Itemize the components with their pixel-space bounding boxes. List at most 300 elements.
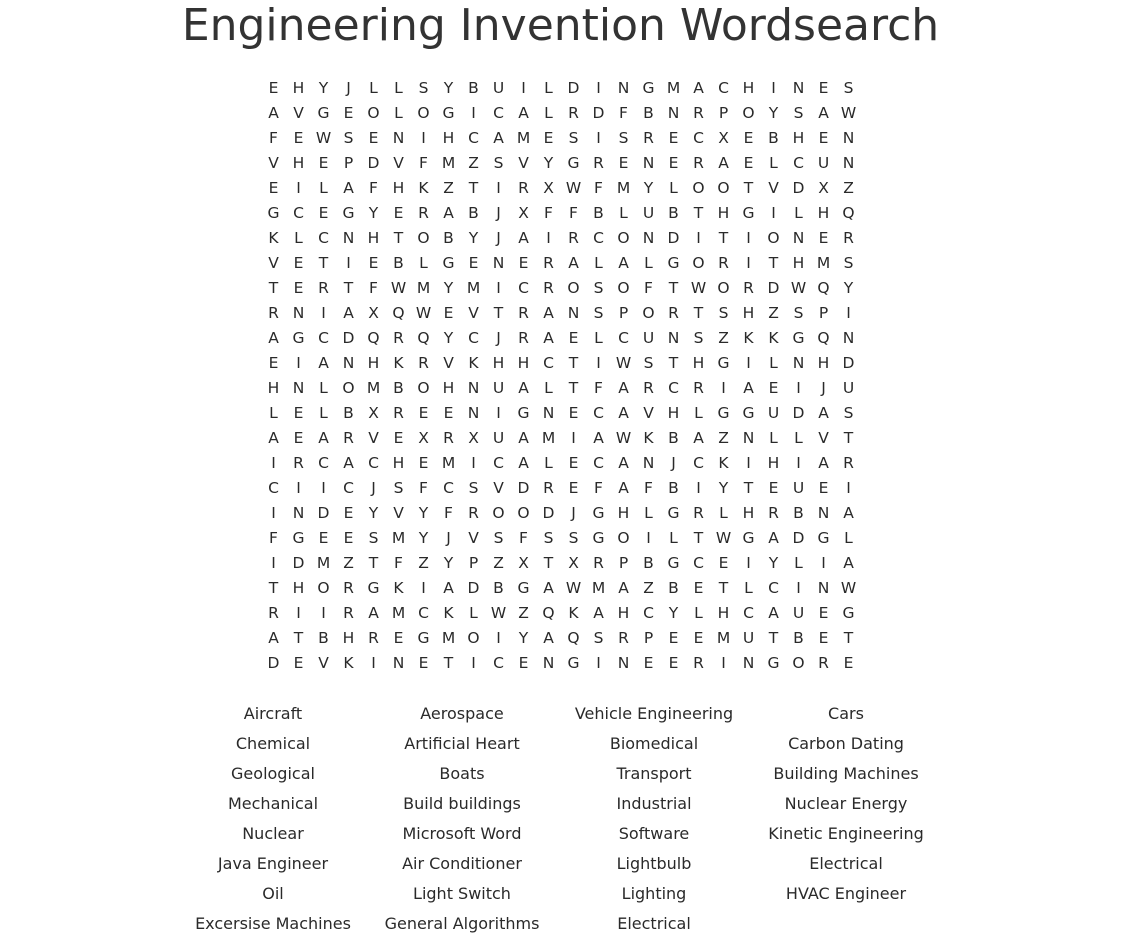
grid-letter: N (817, 578, 830, 597)
grid-letter: W (790, 278, 807, 297)
grid-letter: E (693, 578, 704, 597)
grid-letter: I (371, 653, 376, 672)
grid-letter: O (717, 178, 730, 197)
grid-letter: A (843, 503, 854, 522)
grid-letter: S (793, 103, 804, 122)
grid-letter: X (468, 428, 479, 447)
grid-letter: G (367, 578, 380, 597)
grid-letter: N (742, 428, 755, 447)
grid-letter: O (792, 653, 805, 672)
grid-letter: Q (367, 328, 380, 347)
grid-letter: I (271, 453, 276, 472)
grid-letter: L (394, 103, 403, 122)
grid-letter: D (467, 578, 480, 597)
word-list-item: Aircraft (243, 704, 303, 723)
grid-letter: F (594, 478, 603, 497)
grid-letter: Y (643, 178, 654, 197)
grid-letter: C (793, 153, 804, 172)
grid-letter: O (517, 503, 530, 522)
grid-letter: G (342, 203, 355, 222)
grid-letter: E (393, 628, 404, 647)
grid-letter: E (418, 453, 429, 472)
grid-letter: O (692, 178, 705, 197)
grid-row (261, 250, 861, 275)
grid-letter: H (442, 378, 455, 397)
grid-letter: C (318, 228, 329, 247)
grid-letter: A (818, 103, 829, 122)
grid-letter: H (367, 228, 380, 247)
grid-letter: J (671, 453, 676, 472)
grid-letter: F (594, 378, 603, 397)
grid-letter: I (546, 228, 551, 247)
grid-letter: T (718, 228, 729, 247)
grid-letter: R (518, 303, 529, 322)
word-list-item: Kinetic Engineering (768, 824, 924, 843)
grid-letter: B (468, 203, 479, 222)
grid-letter: A (268, 428, 279, 447)
grid-letter: N (492, 253, 505, 272)
grid-letter: B (793, 503, 804, 522)
grid-letter: Y (443, 78, 454, 97)
grid-letter: I (796, 378, 801, 397)
grid-letter: A (543, 628, 554, 647)
grid-letter: R (543, 253, 554, 272)
grid-letter: R (543, 478, 554, 497)
grid-letter: E (768, 378, 779, 397)
grid-letter: I (646, 528, 651, 547)
grid-letter: S (593, 628, 604, 647)
grid-letter: S (368, 528, 379, 547)
grid-letter: N (542, 403, 555, 422)
grid-letter: T (768, 253, 779, 272)
grid-letter: A (268, 103, 279, 122)
grid-letter: I (496, 403, 501, 422)
grid-letter: G (742, 403, 755, 422)
grid-letter: V (768, 178, 779, 197)
grid-letter: L (769, 428, 778, 447)
grid-letter: H (442, 128, 455, 147)
grid-letter: R (668, 303, 679, 322)
grid-letter: I (296, 478, 301, 497)
grid-letter: A (618, 378, 629, 397)
grid-letter: D (542, 503, 555, 522)
grid-letter: A (368, 603, 379, 622)
grid-letter: M (591, 578, 606, 597)
grid-letter: A (818, 453, 829, 472)
grid-letter: C (468, 328, 479, 347)
grid-letter: L (319, 403, 328, 422)
grid-letter: Q (817, 278, 830, 297)
grid-letter: U (792, 603, 805, 622)
grid-letter: I (321, 478, 326, 497)
grid-letter: Q (392, 303, 405, 322)
grid-letter: S (643, 353, 654, 372)
grid-letter: E (318, 153, 329, 172)
grid-letter: T (343, 278, 354, 297)
grid-letter: Z (643, 578, 654, 597)
word-list-item: Carbon Dating (788, 734, 904, 753)
grid-letter: W (715, 528, 732, 547)
grid-letter: F (394, 553, 403, 572)
grid-letter: E (818, 603, 829, 622)
grid-letter: B (668, 203, 679, 222)
grid-letter: X (368, 403, 379, 422)
grid-letter: G (442, 103, 455, 122)
grid-letter: L (269, 403, 278, 422)
grid-letter: U (642, 328, 655, 347)
grid-letter: I (846, 303, 851, 322)
grid-letter: Y (368, 203, 379, 222)
grid-letter: N (292, 378, 305, 397)
grid-letter: R (593, 153, 604, 172)
grid-letter: Y (843, 278, 854, 297)
grid-letter: H (742, 303, 755, 322)
grid-letter: X (543, 178, 554, 197)
grid-letter: R (268, 303, 279, 322)
grid-letter: K (393, 353, 404, 372)
grid-letter: M (516, 128, 531, 147)
grid-letter: I (296, 178, 301, 197)
grid-letter: F (644, 478, 653, 497)
grid-letter: P (343, 153, 354, 172)
grid-letter: I (471, 453, 476, 472)
grid-letter: A (593, 603, 604, 622)
word-list-item: Boats (439, 764, 485, 783)
grid-letter: L (769, 353, 778, 372)
grid-letter: Y (768, 103, 779, 122)
grid-letter: V (443, 353, 454, 372)
grid-letter: O (567, 278, 580, 297)
grid-letter: Y (543, 153, 554, 172)
page-title: Engineering Invention Wordsearch (181, 0, 940, 51)
grid-letter: O (692, 253, 705, 272)
grid-letter: T (293, 628, 304, 647)
word-list-item: Chemical (235, 734, 311, 753)
grid-letter: R (568, 103, 579, 122)
grid-letter: U (642, 203, 655, 222)
grid-letter: N (642, 228, 655, 247)
grid-letter: G (567, 653, 580, 672)
grid-row (261, 400, 861, 425)
grid-letter: B (668, 478, 679, 497)
grid-letter: J (446, 528, 451, 547)
grid-letter: W (615, 428, 632, 447)
grid-letter: E (293, 653, 304, 672)
grid-letter: A (343, 303, 354, 322)
word-column-1 (173, 700, 373, 940)
word-list-item: Java Engineer (217, 854, 329, 873)
grid-letter: A (518, 453, 529, 472)
grid-letter: E (343, 528, 354, 547)
grid-letter: H (292, 153, 305, 172)
grid-letter: H (617, 603, 630, 622)
word-list-item: Artificial Heart (404, 734, 520, 753)
grid-letter: E (318, 528, 329, 547)
grid-letter: L (794, 203, 803, 222)
word-list-item: Aerospace (420, 704, 504, 723)
grid-letter: S (793, 303, 804, 322)
grid-letter: R (468, 503, 479, 522)
grid-letter: L (794, 428, 803, 447)
grid-letter: I (271, 553, 276, 572)
grid-letter: I (496, 178, 501, 197)
grid-letter: N (667, 103, 680, 122)
grid-letter: T (443, 653, 454, 672)
grid-letter: O (317, 578, 330, 597)
grid-letter: D (517, 478, 530, 497)
grid-letter: E (518, 653, 529, 672)
grid-letter: T (493, 303, 504, 322)
grid-letter: I (596, 78, 601, 97)
grid-letter: O (767, 228, 780, 247)
grid-letter: D (792, 528, 805, 547)
grid-letter: N (617, 653, 630, 672)
grid-letter: R (693, 503, 704, 522)
word-list-item: Cars (828, 704, 864, 723)
grid-letter: T (268, 278, 279, 297)
grid-letter: R (643, 378, 654, 397)
word-list-item: Transport (616, 764, 692, 783)
grid-letter: V (818, 428, 829, 447)
grid-letter: R (393, 403, 404, 422)
grid-letter: A (443, 203, 454, 222)
grid-letter: V (268, 153, 279, 172)
grid-letter: R (843, 453, 854, 472)
grid-letter: M (391, 603, 406, 622)
grid-letter: E (568, 403, 579, 422)
grid-letter: I (346, 253, 351, 272)
grid-row (261, 100, 861, 125)
grid-letter: R (268, 603, 279, 622)
grid-letter: Y (368, 503, 379, 522)
grid-letter: E (293, 128, 304, 147)
grid-row (261, 325, 861, 350)
grid-letter: T (693, 528, 704, 547)
word-list-item: Lightbulb (616, 854, 692, 873)
grid-letter: E (743, 153, 754, 172)
grid-letter: E (818, 478, 829, 497)
grid-letter: S (593, 303, 604, 322)
grid-letter: U (492, 78, 505, 97)
grid-letter: D (842, 353, 855, 372)
grid-letter: T (693, 203, 704, 222)
grid-letter: G (317, 103, 330, 122)
grid-letter: P (618, 303, 629, 322)
grid-letter: K (568, 603, 579, 622)
grid-letter: R (293, 453, 304, 472)
grid-letter: R (693, 378, 704, 397)
grid-letter: W (615, 353, 632, 372)
grid-letter: C (468, 128, 479, 147)
grid-letter: R (693, 653, 704, 672)
grid-letter: P (718, 103, 729, 122)
grid-letter: Y (443, 553, 454, 572)
grid-letter: I (421, 128, 426, 147)
grid-letter: M (716, 628, 731, 647)
grid-letter: O (417, 378, 430, 397)
grid-letter: N (842, 328, 855, 347)
grid-letter: I (771, 78, 776, 97)
grid-letter: R (418, 353, 429, 372)
grid-letter: L (594, 328, 603, 347)
grid-letter: R (618, 628, 629, 647)
grid-letter: E (393, 203, 404, 222)
grid-letter: M (441, 153, 456, 172)
grid-letter: X (818, 178, 829, 197)
grid-letter: L (319, 378, 328, 397)
grid-letter: O (617, 528, 630, 547)
grid-letter: E (693, 628, 704, 647)
grid-letter: I (846, 478, 851, 497)
grid-letter: L (694, 603, 703, 622)
grid-letter: O (617, 278, 630, 297)
grid-letter: N (292, 303, 305, 322)
grid-letter: L (544, 78, 553, 97)
grid-letter: B (643, 103, 654, 122)
grid-letter: O (717, 278, 730, 297)
grid-letter: C (593, 228, 604, 247)
grid-letter: C (593, 453, 604, 472)
grid-letter: V (393, 503, 404, 522)
grid-letter: Z (343, 553, 354, 572)
grid-letter: M (541, 428, 556, 447)
grid-letter: A (618, 578, 629, 597)
grid-letter: M (416, 278, 431, 297)
grid-letter: E (318, 203, 329, 222)
grid-letter: H (292, 78, 305, 97)
grid-letter: N (467, 403, 480, 422)
grid-letter: D (342, 328, 355, 347)
grid-letter: C (743, 603, 754, 622)
grid-letter: C (493, 653, 504, 672)
grid-letter: C (268, 478, 279, 497)
grid-letter: Z (843, 178, 854, 197)
grid-letter: I (296, 353, 301, 372)
grid-letter: S (543, 528, 554, 547)
grid-letter: E (818, 128, 829, 147)
word-list-item: Excersise Machines (195, 914, 351, 933)
grid-letter: R (593, 553, 604, 572)
grid-letter: G (592, 503, 605, 522)
grid-letter: T (743, 478, 754, 497)
grid-letter: T (468, 178, 479, 197)
grid-letter: J (821, 378, 826, 397)
grid-letter: M (616, 178, 631, 197)
grid-letter: W (415, 303, 432, 322)
grid-letter: A (693, 78, 704, 97)
grid-letter: K (718, 453, 729, 472)
grid-letter: B (668, 578, 679, 597)
grid-letter: H (342, 628, 355, 647)
grid-letter: H (392, 453, 405, 472)
grid-letter: B (668, 428, 679, 447)
grid-letter: X (718, 128, 729, 147)
grid-letter: O (367, 103, 380, 122)
grid-letter: H (392, 178, 405, 197)
grid-letter: B (393, 378, 404, 397)
grid-letter: H (742, 503, 755, 522)
grid-letter: E (443, 303, 454, 322)
word-list-item: Geological (231, 764, 315, 783)
grid-letter: C (293, 203, 304, 222)
grid-letter: F (519, 528, 528, 547)
grid-letter: I (746, 253, 751, 272)
grid-letter: E (293, 253, 304, 272)
grid-letter: L (419, 253, 428, 272)
grid-letter: E (643, 653, 654, 672)
grid-letter: E (268, 353, 279, 372)
grid-letter: X (518, 203, 529, 222)
grid-letter: I (771, 203, 776, 222)
grid-row (261, 525, 861, 550)
grid-letter: R (568, 228, 579, 247)
grid-letter: O (642, 303, 655, 322)
grid-letter: A (818, 403, 829, 422)
grid-letter: R (343, 428, 354, 447)
grid-letter: V (643, 403, 654, 422)
grid-letter: W (565, 578, 582, 597)
grid-letter: N (792, 228, 805, 247)
grid-letter: Y (418, 503, 429, 522)
grid-letter: M (466, 278, 481, 297)
grid-letter: S (568, 528, 579, 547)
grid-letter: Y (418, 528, 429, 547)
grid-letter: K (743, 328, 754, 347)
grid-letter: J (571, 503, 576, 522)
grid-letter: B (593, 203, 604, 222)
grid-letter: K (443, 603, 454, 622)
grid-row (261, 175, 861, 200)
grid-letter: T (368, 553, 379, 572)
grid-letter: C (693, 453, 704, 472)
grid-letter: J (346, 78, 351, 97)
grid-letter: Q (567, 628, 580, 647)
grid-letter: C (318, 453, 329, 472)
grid-row (261, 200, 861, 225)
grid-letter: A (543, 328, 554, 347)
grid-letter: I (296, 603, 301, 622)
grid-letter: Y (668, 603, 679, 622)
grid-letter: R (368, 628, 379, 647)
grid-letter: S (843, 78, 854, 97)
grid-letter: A (268, 328, 279, 347)
grid-letter: A (493, 128, 504, 147)
grid-letter: A (768, 603, 779, 622)
word-list-item: Vehicle Engineering (574, 704, 734, 723)
grid-letter: E (818, 228, 829, 247)
grid-letter: G (442, 253, 455, 272)
grid-letter: E (518, 253, 529, 272)
grid-letter: D (592, 103, 605, 122)
grid-letter: F (369, 178, 378, 197)
grid-letter: F (269, 528, 278, 547)
grid-letter: Q (542, 603, 555, 622)
grid-letter: G (817, 528, 830, 547)
grid-letter: E (568, 478, 579, 497)
grid-letter: Y (443, 278, 454, 297)
grid-letter: N (642, 453, 655, 472)
grid-letter: G (592, 528, 605, 547)
grid-letter: W (840, 578, 857, 597)
grid-letter: I (596, 653, 601, 672)
grid-letter: D (767, 278, 780, 297)
grid-letter: E (293, 278, 304, 297)
grid-letter: M (816, 253, 831, 272)
grid-letter: T (393, 228, 404, 247)
grid-letter: N (842, 153, 855, 172)
grid-letter: E (343, 503, 354, 522)
grid-letter: E (268, 178, 279, 197)
